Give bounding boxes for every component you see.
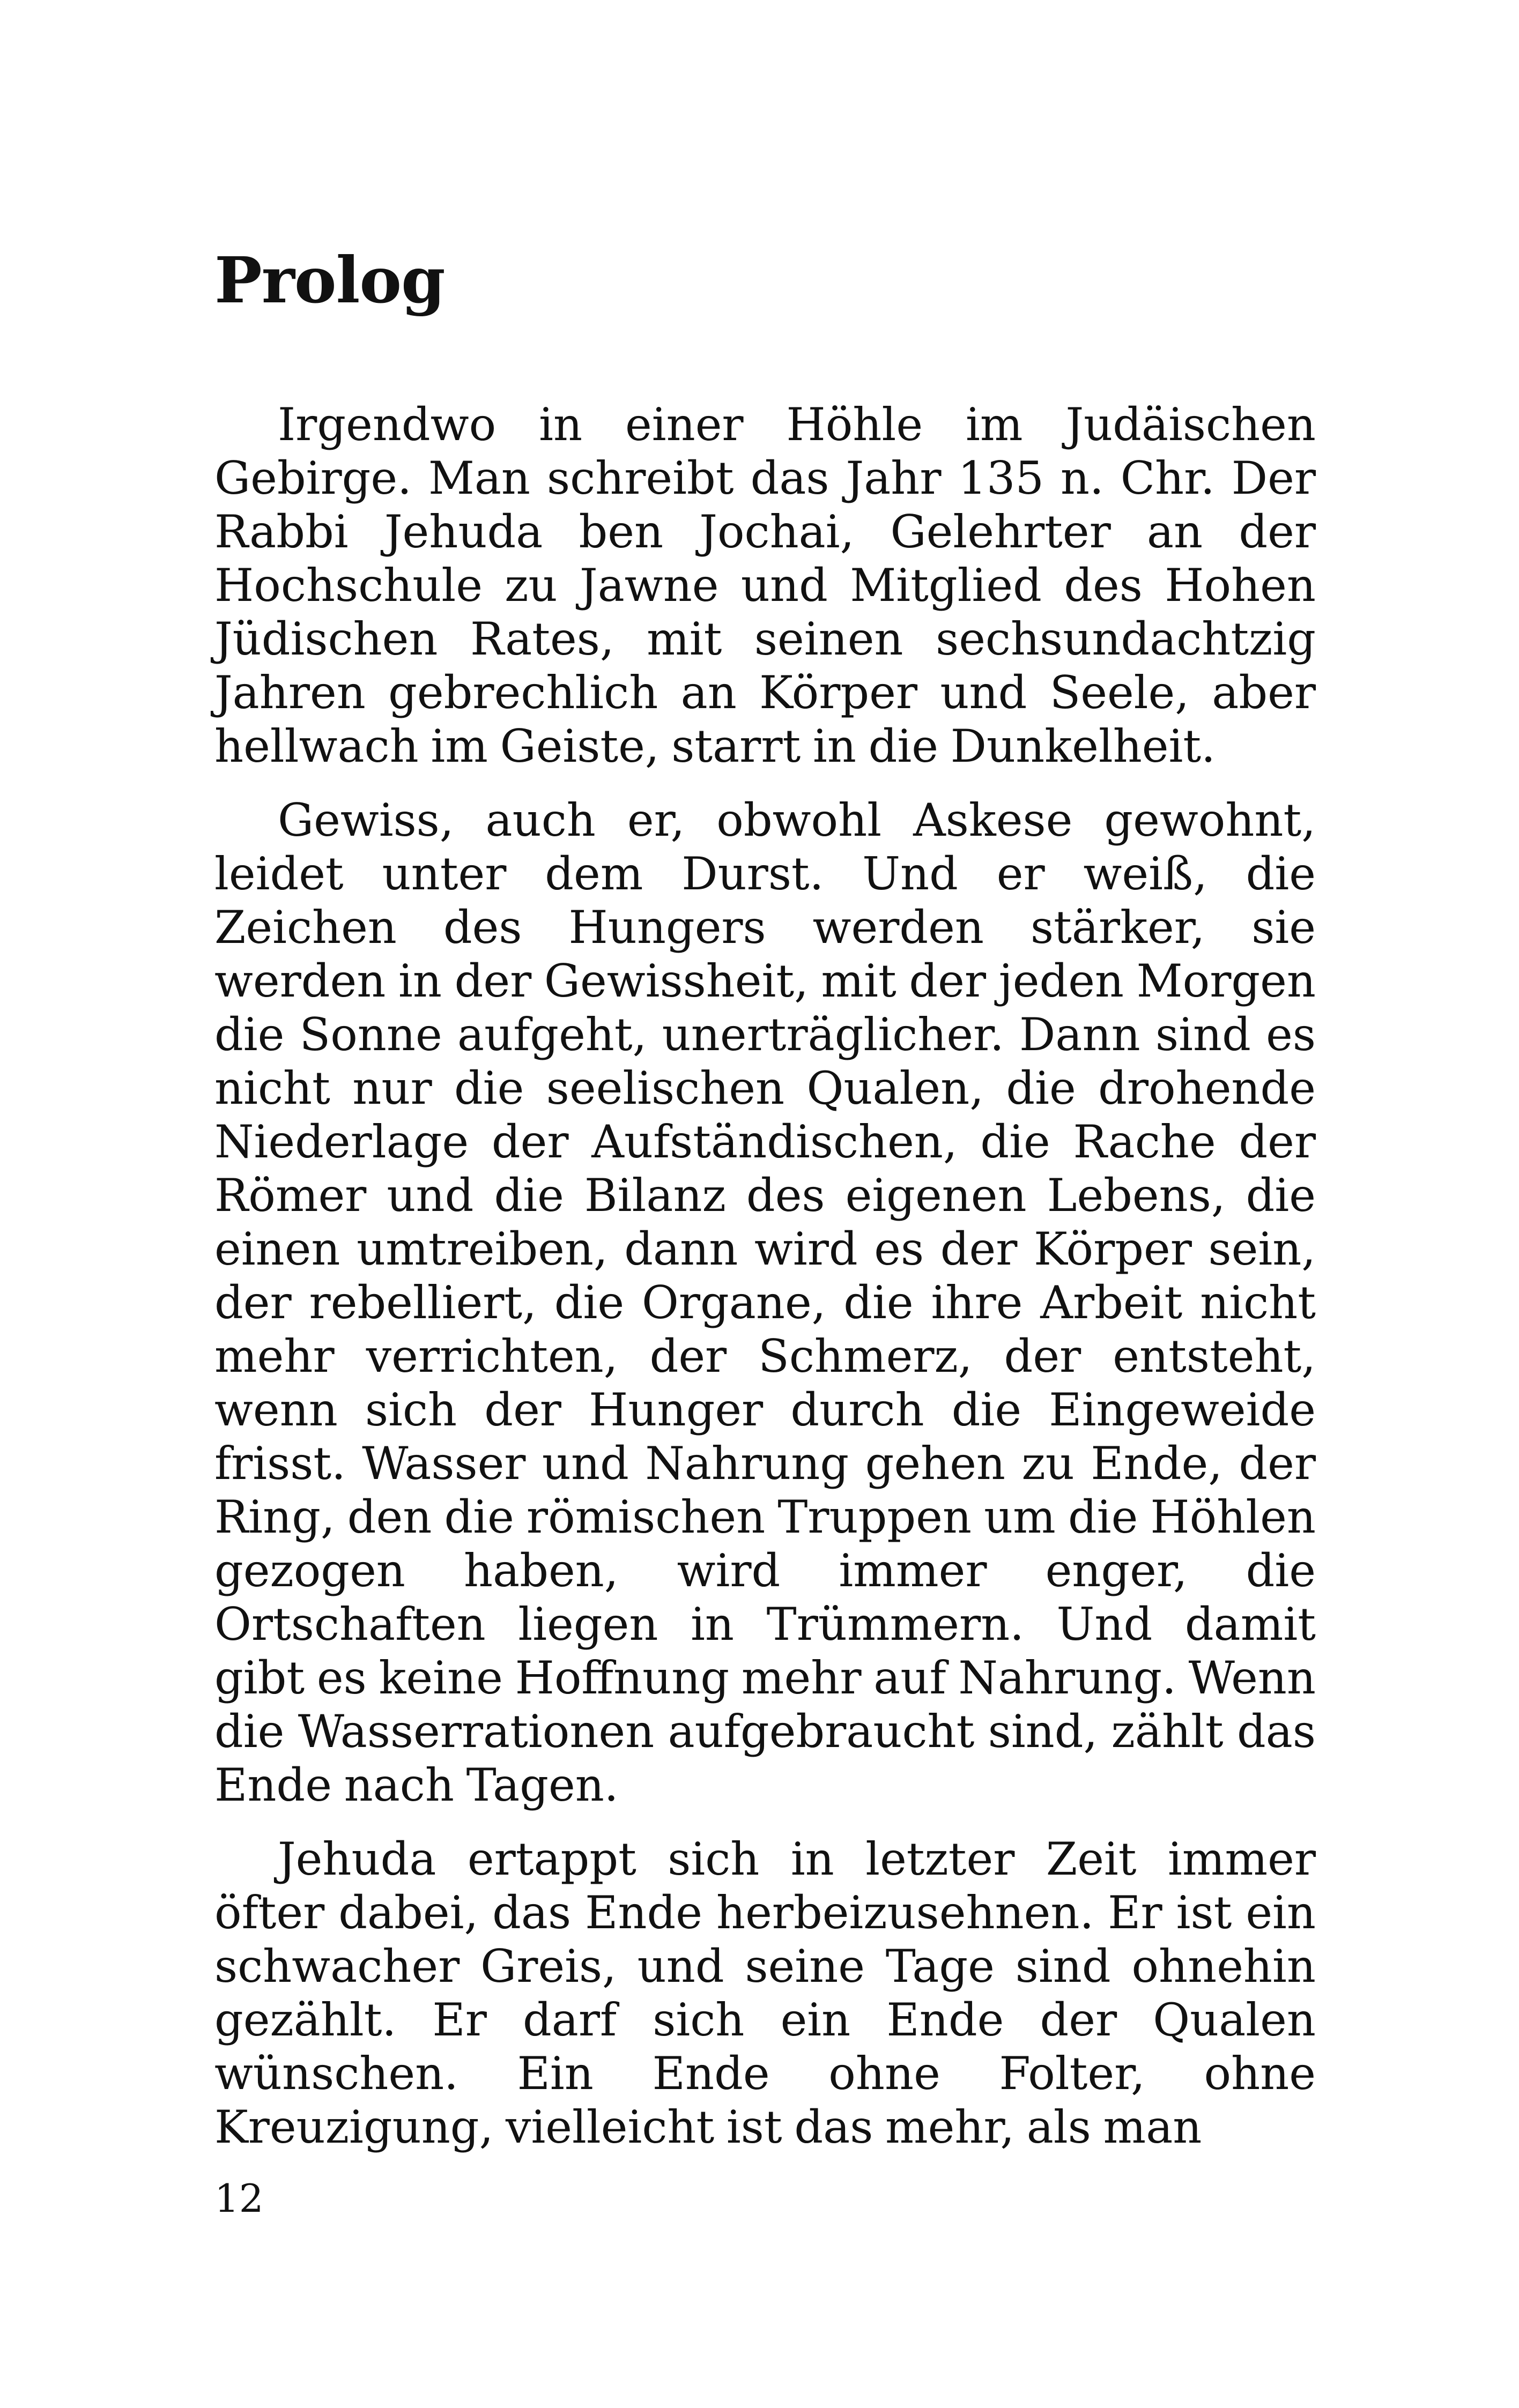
- chapter-body: [214, 398, 1316, 2174]
- page-number: 12: [214, 2176, 264, 2221]
- paragraph-1: Irgendwo in einer Höhle im Judäischen Gebirge. Man schreibt das Jahr 135 n. Chr. Der Rabbi Jehuda ben Jochai, Gelehrter an der Hochschule zu Jawne und Mitglied des Hohen Jüdischen Rates, mit seinen sechsundachtzig Jahren gebrechlich an Körper und Seele, aber hellwach im Geiste, starrt in die Dunkelheit.: [214, 398, 1316, 772]
- paragraph-2: Gewiss, auch er, obwohl Askese gewohnt, leidet unter dem Durst. Und er weiß, die Zeichen des Hungers werden stärker, sie werden in der Gewissheit, mit der jeden Morgen die Sonne aufgeht, unerträglicher. Dann sind es nicht nur die seelischen Qualen, die drohende Niederlage der Aufständischen, die Rache der Römer und die Bilanz des eigenen Lebens, die einen umtreiben, dann wird es der Körper sein, der rebelliert, die Organe, die ihre Arbeit nicht mehr verrichten, der Schmerz, der entsteht, wenn sich der Hunger durch die Eingeweide frisst. Wasser und Nahrung gehen zu Ende, der Ring, den die römischen Truppen um die Höhlen gezogen haben, wird immer enger, die Ortschaften liegen in Trümmern. Und damit gibt es keine Hoffnung mehr auf Nahrung. Wenn die Wasserrationen aufgebraucht sind, zählt das Ende nach Tagen.: [214, 794, 1316, 1811]
- chapter-title: Prolog: [214, 243, 445, 317]
- paragraph-3: Jehuda ertappt sich in letzter Zeit immer öfter dabei, das Ende herbeizusehnen. Er ist ein schwacher Greis, und seine Tage sind ohnehin gezählt. Er darf sich ein Ende der Qualen wünschen. Ein Ende ohne Folter, ohne Kreuzigung, vielleicht ist das mehr, als man: [214, 1833, 1316, 2153]
